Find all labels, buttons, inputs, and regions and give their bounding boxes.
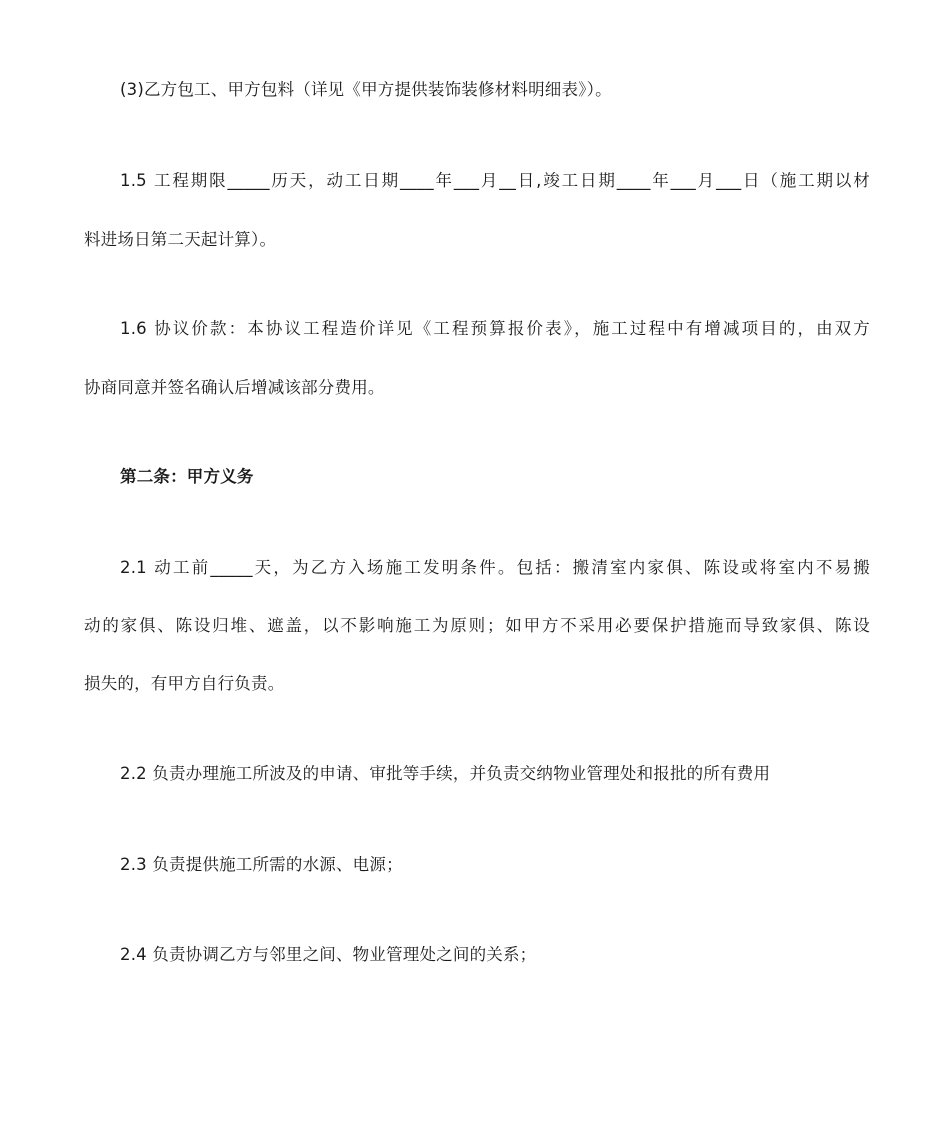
- paragraph-2-4: 2.4 负责协调乙方与邻里之间、物业管理处之间的关系；: [120, 945, 537, 964]
- paragraph-2-1-line-1: 2.1 动工前_____天，为乙方入场施工发明条件。包括：搬清室内家俱、陈设或将室内不易搬: [120, 558, 870, 577]
- section-heading-article-2: 第二条：甲方义务: [120, 467, 254, 486]
- paragraph-1-5-line-1: 1.5 工程期限_____历天，动工日期____年___月__日,竣工日期____年___月___日（施工期以材: [120, 171, 870, 190]
- paragraph-1-5-line-2: 料进场日第二天起计算）。: [84, 230, 277, 249]
- paragraph-3-material-supply: (3)乙方包工、甲方包料（详见《甲方提供装饰装修材料明细表》）。: [120, 80, 612, 99]
- paragraph-1-6-line-2: 协商同意并签名确认后增减该部分费用。: [84, 378, 385, 397]
- paragraph-2-1-line-2: 动的家俱、陈设归堆、遮盖，以不影响施工为原则；如甲方不采用必要保护措施而导致家俱、陈设: [84, 616, 870, 635]
- paragraph-1-6-line-1: 1.6 协议价款：本协议工程造价详见《工程预算报价表》，施工过程中有增减项目的，由双方: [120, 319, 870, 338]
- paragraph-2-2: 2.2 负责办理施工所波及的申请、审批等手续，并负责交纳物业管理处和报批的所有费用: [120, 764, 771, 783]
- paragraph-2-3: 2.3 负责提供施工所需的水源、电源；: [120, 855, 403, 874]
- paragraph-2-1-line-3: 损失的，有甲方自行负责。: [84, 674, 285, 693]
